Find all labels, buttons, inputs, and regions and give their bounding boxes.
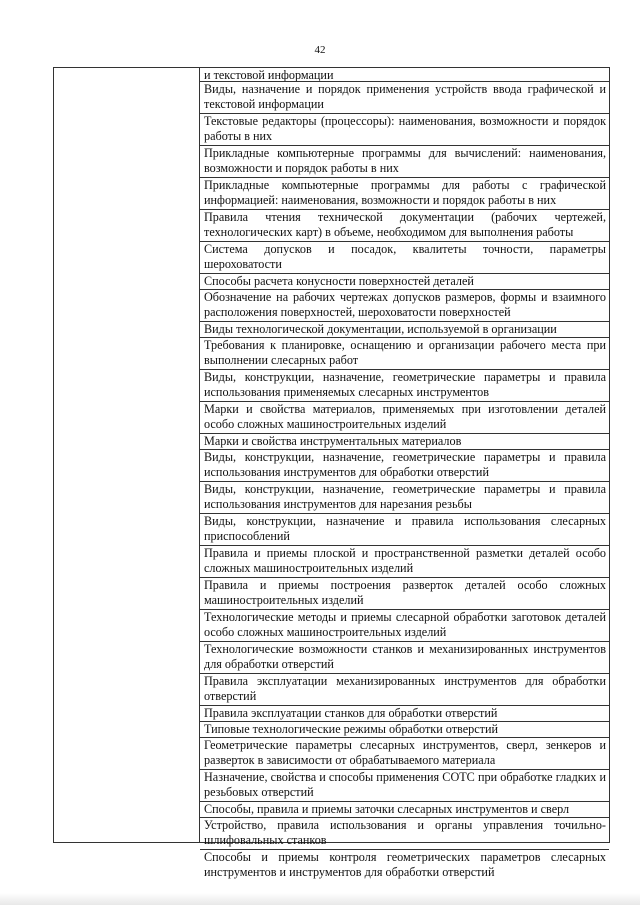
knowledge-table <box>53 67 610 879</box>
table-row: Устройство, правила использования и органы управления точильно-шлифовальных станков <box>200 818 609 850</box>
table-row: Правила и приемы плоской и пространственной разметки деталей особо сложных машиностроительных изделий <box>200 546 609 578</box>
table-row: Виды технологической документации, используемой в организации <box>200 322 609 338</box>
table-row: Назначение, свойства и способы применения СОТС при обработке гладких и резьбовых отверстий <box>200 770 609 802</box>
table-row: Правила эксплуатации механизированных инструментов для обработки отверстий <box>200 674 609 706</box>
knowledge-list-column <box>200 68 609 879</box>
table-row: Виды, конструкции, назначение, геометрические параметры и правила использования инструментов для обработки отверстий <box>200 450 609 482</box>
table-row: и текстовой информации <box>200 68 609 82</box>
page-number: 42 <box>314 44 326 56</box>
table-row: Способы расчета конусности поверхностей деталей <box>200 274 609 290</box>
table-row: Виды, конструкции, назначение, геометрические параметры и правила использования инструментов для нарезания резьбы <box>200 482 609 514</box>
table-row: Текстовые редакторы (процессоры): наименования, возможности и порядок работы в них <box>200 114 609 146</box>
table-row: Требования к планировке, оснащению и организации рабочего места при выполнении слесарных работ <box>200 338 609 370</box>
table-row: Виды, назначение и порядок применения устройств ввода графической и текстовой информации <box>200 82 609 114</box>
table-row: Правила эксплуатации станков для обработки отверстий <box>200 706 609 722</box>
table-row: Способы и приемы контроля геометрических параметров слесарных инструментов и инструментов для обработки отверстий <box>204 850 606 879</box>
table-row: Марки и свойства инструментальных материалов <box>200 434 609 450</box>
table-row: Правила и приемы построения разверток деталей особо сложных машиностроительных изделий <box>200 578 609 610</box>
table-row: Технологические методы и приемы слесарной обработки заготовок деталей особо сложных машиностроительных изделий <box>200 610 609 642</box>
table-row: Правила чтения технической документации (рабочих чертежей, технологических карт) в объеме, необходимом для выполнения работы <box>200 210 609 242</box>
table-row: Геометрические параметры слесарных инструментов, сверл, зенкеров и разверток в зависимости от обрабатываемого материала <box>200 738 609 770</box>
table-row: Система допусков и посадок, квалитеты точности, параметры шероховатости <box>200 242 609 274</box>
table-row: Виды, конструкции, назначение, геометрические параметры и правила использования применяемых слесарных инструментов <box>200 370 609 402</box>
table-row: Марки и свойства материалов, применяемых при изготовлении деталей особо сложных машиностроительных изделий <box>200 402 609 434</box>
table-row: Виды, конструкции, назначение и правила использования слесарных приспособлений <box>200 514 609 546</box>
table-row: Прикладные компьютерные программы для вычислений: наименования, возможности и порядок работы в них <box>200 146 609 178</box>
table-row: Способы, правила и приемы заточки слесарных инструментов и сверл <box>200 802 609 818</box>
table-row: Обозначение на рабочих чертежах допусков размеров, формы и взаимного расположения поверхностей, шероховатости поверхностей <box>200 290 609 322</box>
table-row: Типовые технологические режимы обработки отверстий <box>200 722 609 738</box>
left-column-empty <box>54 68 200 842</box>
table-row: Прикладные компьютерные программы для работы с графической информацией: наименования, возможности и порядок работы в них <box>200 178 609 210</box>
table-row: Технологические возможности станков и механизированных инструментов для обработки отверстий <box>200 642 609 674</box>
page-edge-shadow <box>0 893 640 905</box>
